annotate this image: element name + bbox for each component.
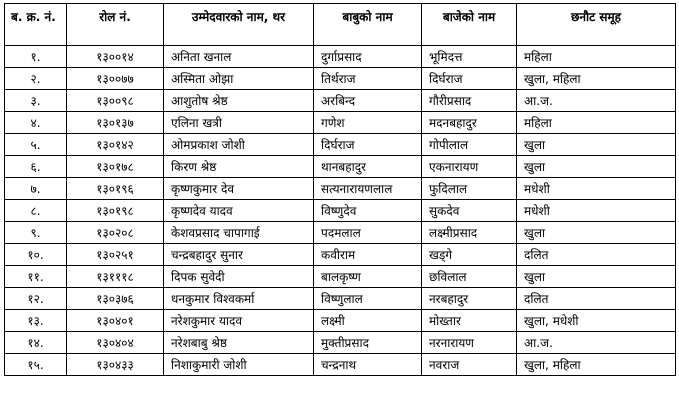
cell-father-name: लक्ष्मी	[314, 310, 422, 332]
cell-roll-number: १३०४०१	[67, 310, 164, 332]
table-row	[5, 68, 676, 90]
cell-roll-number: १३०४०४	[67, 332, 164, 354]
cell-selection-group: महिला	[517, 112, 676, 134]
cell-roll-number: १३०१७८	[67, 156, 164, 178]
cell-grandfather-name: लक्ष्मीप्रसाद	[422, 222, 517, 244]
table-row	[5, 46, 676, 68]
cell-serial-number: १४.	[5, 332, 67, 354]
header-serial-number: ब. क्र. नं.	[5, 4, 67, 46]
cell-serial-number: ८.	[5, 200, 67, 222]
cell-serial-number: १५.	[5, 354, 67, 376]
cell-roll-number: १३०२५१	[67, 244, 164, 266]
cell-grandfather-name: मदनबहादुर	[422, 112, 517, 134]
table-row	[5, 112, 676, 134]
cell-candidate-name: एलिना खत्री	[164, 112, 314, 134]
cell-roll-number: १३०१३७	[67, 112, 164, 134]
cell-roll-number: १३०२०८	[67, 222, 164, 244]
cell-candidate-name: कृष्णदेव यादव	[164, 200, 314, 222]
cell-serial-number: ९.	[5, 222, 67, 244]
cell-serial-number: ७.	[5, 178, 67, 200]
cell-father-name: दुर्गाप्रसाद	[314, 46, 422, 68]
cell-grandfather-name: दिर्घराज	[422, 68, 517, 90]
header-selection-group: छनौट समूह	[517, 4, 676, 46]
cell-selection-group: महिला	[517, 46, 676, 68]
cell-father-name: दिर्घराज	[314, 134, 422, 156]
cell-serial-number: २.	[5, 68, 67, 90]
table-body	[5, 46, 676, 376]
header-candidate-name: उम्मेदवारको नाम, थर	[164, 4, 314, 46]
cell-serial-number: १३.	[5, 310, 67, 332]
cell-grandfather-name: फुदिलाल	[422, 178, 517, 200]
table-row	[5, 288, 676, 310]
header-father-name: बाबुको नाम	[314, 4, 422, 46]
cell-selection-group: दलित	[517, 244, 676, 266]
table-row	[5, 244, 676, 266]
cell-candidate-name: धनकुमार विश्वकर्मा	[164, 288, 314, 310]
cell-roll-number: १३००१४	[67, 46, 164, 68]
cell-roll-number: १३०१४२	[67, 134, 164, 156]
cell-grandfather-name: गोपीलाल	[422, 134, 517, 156]
table-row	[5, 222, 676, 244]
cell-candidate-name: निशाकुमारी जोशी	[164, 354, 314, 376]
table-row	[5, 332, 676, 354]
header-grandfather-name: बाजेको नाम	[422, 4, 517, 46]
cell-serial-number: ६.	[5, 156, 67, 178]
cell-serial-number: १.	[5, 46, 67, 68]
cell-candidate-name: दिपक सुवेदी	[164, 266, 314, 288]
cell-selection-group: आ.ज.	[517, 332, 676, 354]
cell-selection-group: खुला	[517, 222, 676, 244]
cell-selection-group: दलित	[517, 288, 676, 310]
cell-father-name: तिर्थराज	[314, 68, 422, 90]
cell-serial-number: ४.	[5, 112, 67, 134]
cell-roll-number: १३१११८	[67, 266, 164, 288]
cell-selection-group: खुला	[517, 134, 676, 156]
cell-candidate-name: ओमप्रकाश जोशी	[164, 134, 314, 156]
cell-serial-number: ५.	[5, 134, 67, 156]
cell-father-name: थानबहादुर	[314, 156, 422, 178]
header-roll-number: रोल नं.	[67, 4, 164, 46]
table-row	[5, 354, 676, 376]
cell-father-name: विष्णुदेव	[314, 200, 422, 222]
cell-grandfather-name: नवराज	[422, 354, 517, 376]
table-row	[5, 200, 676, 222]
cell-serial-number: ३.	[5, 90, 67, 112]
cell-serial-number: १०.	[5, 244, 67, 266]
cell-father-name: सत्यनारायणलाल	[314, 178, 422, 200]
cell-selection-group: खुला, महिला	[517, 354, 676, 376]
table-row	[5, 156, 676, 178]
cell-selection-group: मधेशी	[517, 178, 676, 200]
cell-grandfather-name: छविलाल	[422, 266, 517, 288]
cell-selection-group: मधेशी	[517, 200, 676, 222]
cell-selection-group: खुला	[517, 266, 676, 288]
table-row	[5, 134, 676, 156]
cell-grandfather-name: मोख्तार	[422, 310, 517, 332]
cell-candidate-name: चन्द्रबहादुर सुनार	[164, 244, 314, 266]
cell-roll-number: १३०१९६	[67, 178, 164, 200]
cell-father-name: गणेश	[314, 112, 422, 134]
cell-grandfather-name: नरनारायण	[422, 332, 517, 354]
cell-grandfather-name: गौरीप्रसाद	[422, 90, 517, 112]
cell-grandfather-name: नरबहादुर	[422, 288, 517, 310]
cell-grandfather-name: भूमिदत्त	[422, 46, 517, 68]
cell-serial-number: ११.	[5, 266, 67, 288]
cell-selection-group: आ.ज.	[517, 90, 676, 112]
cell-father-name: मुक्तीप्रसाद	[314, 332, 422, 354]
cell-father-name: बालकृष्ण	[314, 266, 422, 288]
cell-selection-group: खुला	[517, 156, 676, 178]
header-row	[5, 4, 676, 46]
candidate-list-container	[4, 3, 675, 376]
table-row	[5, 266, 676, 288]
cell-grandfather-name: सुकदेव	[422, 200, 517, 222]
cell-candidate-name: केशवप्रसाद चापागाई	[164, 222, 314, 244]
cell-selection-group: खुला, महिला	[517, 68, 676, 90]
cell-candidate-name: किरण श्रेष्ठ	[164, 156, 314, 178]
cell-father-name: विष्णुलाल	[314, 288, 422, 310]
cell-candidate-name: कृष्णकुमार देव	[164, 178, 314, 200]
candidate-table	[4, 3, 676, 376]
cell-father-name: कवीराम	[314, 244, 422, 266]
cell-serial-number: १२.	[5, 288, 67, 310]
cell-father-name: अरबिन्द	[314, 90, 422, 112]
cell-father-name: चन्द्रनाथ	[314, 354, 422, 376]
cell-roll-number: १३०४३३	[67, 354, 164, 376]
cell-candidate-name: नरेशकुमार यादव	[164, 310, 314, 332]
table-row	[5, 90, 676, 112]
cell-father-name: पदमलाल	[314, 222, 422, 244]
cell-roll-number: १३०३७६	[67, 288, 164, 310]
cell-candidate-name: नरेशबाबु श्रेष्ठ	[164, 332, 314, 354]
cell-candidate-name: आशुतोष श्रेष्ठ	[164, 90, 314, 112]
cell-selection-group: खुला, मधेशी	[517, 310, 676, 332]
cell-candidate-name: अनिता खनाल	[164, 46, 314, 68]
cell-candidate-name: अस्मिता ओझा	[164, 68, 314, 90]
cell-roll-number: १३००९८	[67, 90, 164, 112]
table-row	[5, 178, 676, 200]
cell-grandfather-name: एकनारायण	[422, 156, 517, 178]
cell-grandfather-name: खड्गे	[422, 244, 517, 266]
table-row	[5, 310, 676, 332]
cell-roll-number: १३००७७	[67, 68, 164, 90]
cell-roll-number: १३०१९८	[67, 200, 164, 222]
